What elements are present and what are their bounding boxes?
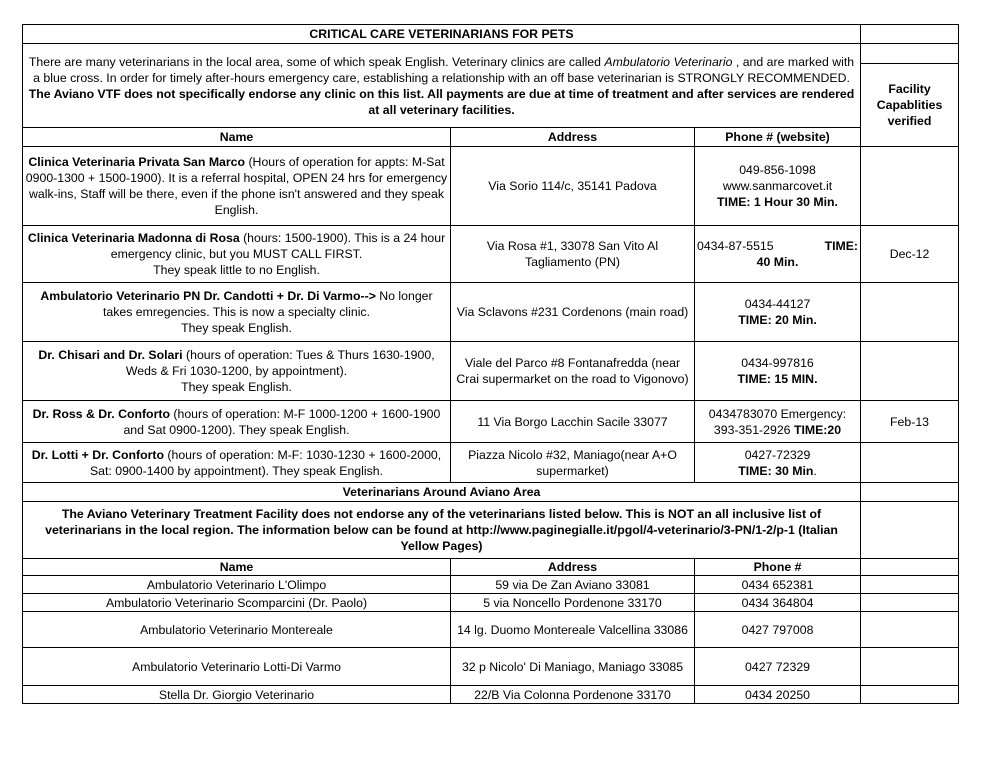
clinic-phone xyxy=(695,342,861,401)
phone-number: 0427-72329 xyxy=(744,447,811,462)
travel-time-suffix: . xyxy=(813,463,817,478)
header-name: Name xyxy=(23,128,451,147)
clinic-phone xyxy=(695,226,861,283)
clinic-name-bold: Dr. Ross & Dr. Conforto xyxy=(32,406,170,421)
clinic-row xyxy=(23,283,959,342)
travel-time: 20 xyxy=(827,422,842,437)
clinic-details: No longer takes emregencies. This is now a specialty clinic. xyxy=(102,289,433,319)
empty-cell xyxy=(861,648,959,686)
clinic-address: Piazza Nicolo #32, Maniago(near A+O supermarket) xyxy=(451,443,695,483)
area-row xyxy=(23,594,959,612)
travel-time: TIME: 30 Min xyxy=(738,463,814,478)
intro-part-2: , and are marked with a blue cross. In order for timely after-hours emergency care, establishing a relationship with an off base veterinarian is STRONGLY RECOMMENDED. xyxy=(33,54,855,85)
area-phone: 0427 797008 xyxy=(695,612,861,648)
travel-time: 40 Min. xyxy=(756,255,799,269)
empty-cell xyxy=(861,483,959,502)
clinic-details: (hours of operation: M-F 1000-1200 + 1600-1900 and Sat 0900-1200). They speak English. xyxy=(123,406,441,437)
clinic-row xyxy=(23,443,959,483)
intro-text xyxy=(23,44,861,128)
verified-cell xyxy=(861,147,959,226)
area-phone: 0427 72329 xyxy=(695,648,861,686)
verified-cell xyxy=(861,443,959,483)
clinic-name-bold: Dr. Chisari and Dr. Solari xyxy=(38,348,183,362)
clinic-details: (hours of operation: Tues & Thurs 1630-1900, Weds & Fri 1030-1200, by appointment). xyxy=(125,348,435,378)
travel-time-label: TIME: xyxy=(793,422,828,437)
header-address: Address xyxy=(451,128,695,147)
website: www.sanmarcovet.it xyxy=(722,179,833,193)
area-phone: 0434 364804 xyxy=(695,594,861,612)
clinic-row xyxy=(23,147,959,226)
travel-time: TIME: 1 Hour 30 Min. xyxy=(717,195,838,209)
section-title: Veterinarians Around Aviano Area xyxy=(23,483,861,502)
disclaimer-text: The Aviano Veterinary Treatment Facility does not endorse any of the veterinarians listed below. This is NOT an all inclusive list of veterinarians in the local region. The information below can be found at http://www.paginegialle.it/pgol/4-veterinario/3-PN/1-2/p-1 (Italian Yellow Pages) xyxy=(23,502,861,559)
empty-cell xyxy=(861,576,959,594)
clinic-phone xyxy=(695,401,861,443)
intro-italic: Ambulatorio Veterinario xyxy=(604,54,733,69)
area-header-address: Address xyxy=(451,559,695,576)
clinic-details: (hours: 1500-1900). This is a 24 hour emergency clinic, but you MUST CALL FIRST. xyxy=(110,231,446,261)
clinic-name xyxy=(23,283,451,342)
area-address: 14 lg. Duomo Montereale Valcellina 33086 xyxy=(451,612,695,648)
verified-cell: Dec-12 xyxy=(861,226,959,283)
clinic-phone xyxy=(695,443,861,483)
verified-cell xyxy=(861,283,959,342)
language-note: They speak little to no English. xyxy=(153,263,320,277)
empty-cell xyxy=(861,559,959,576)
language-note: They speak English. xyxy=(181,380,292,394)
phone-number: 0434-87-5515 xyxy=(697,239,774,253)
clinic-name xyxy=(23,342,451,401)
area-row xyxy=(23,612,959,648)
header-phone: Phone # (website) xyxy=(695,128,861,147)
clinic-address: Via Sclavons #231 Cordenons (main road) xyxy=(451,283,695,342)
area-phone: 0434 652381 xyxy=(695,576,861,594)
clinic-phone xyxy=(695,283,861,342)
area-phone: 0434 20250 xyxy=(695,686,861,704)
intro-endorsement: The Aviano VTF does not specifically endorse any clinic on this list. All payments are due at time of treatment and after services are rendered at all veterinary facilities. xyxy=(28,86,855,117)
verified-cell: Feb-13 xyxy=(861,401,959,443)
intro-row-1 xyxy=(23,44,959,64)
clinic-address: 11 Via Borgo Lacchin Sacile 33077 xyxy=(451,401,695,443)
area-row xyxy=(23,648,959,686)
area-header-row xyxy=(23,559,959,576)
phone-number: 0434783070 Emergency: xyxy=(708,406,847,421)
area-name: Ambulatorio Veterinario Scomparcini (Dr. Paolo) xyxy=(23,594,451,612)
emergency-phone: 393-351-2926 xyxy=(713,422,791,437)
clinic-name xyxy=(23,401,451,443)
area-address: 59 via De Zan Aviano 33081 xyxy=(451,576,695,594)
title-row xyxy=(23,25,959,44)
clinic-address: Viale del Parco #8 Fontanafredda (near Crai supermarket on the road to Vigonovo) xyxy=(451,342,695,401)
clinic-address: Via Rosa #1, 33078 San Vito Al Tagliamento (PN) xyxy=(451,226,695,283)
area-header-name: Name xyxy=(23,559,451,576)
area-row xyxy=(23,576,959,594)
area-row xyxy=(23,686,959,704)
area-header-phone: Phone # xyxy=(695,559,861,576)
clinic-name-bold: Ambulatorio Veterinario PN Dr. Candotti + Dr. Di Varmo--> xyxy=(40,289,376,303)
area-address: 22/B Via Colonna Pordenone 33170 xyxy=(451,686,695,704)
area-name: Ambulatorio Veterinario Lotti-Di Varmo xyxy=(23,648,451,686)
clinic-name-bold: Clinica Veterinaria Privata San Marco xyxy=(28,155,246,169)
area-address: 32 p Nicolo' Di Maniago, Maniago 33085 xyxy=(451,648,695,686)
clinic-name xyxy=(23,443,451,483)
clinic-details: (Hours of operation for appts: M-Sat 0900-1300 + 1500-1900). It is a referral hospital, OPEN 24 hrs for emergency walk-ins, Staff will be there, even if the phone isn't answered and they speak English. xyxy=(25,155,448,217)
header-row xyxy=(23,128,959,147)
clinic-address: Via Sorio 114/c, 35141 Padova xyxy=(451,147,695,226)
travel-time-label: TIME: xyxy=(824,239,859,253)
empty-cell xyxy=(861,502,959,559)
empty-cell xyxy=(861,612,959,648)
phone-number: 049-856-1098 xyxy=(739,163,816,177)
travel-time: TIME: 15 MIN. xyxy=(737,372,818,386)
area-name: Ambulatorio Veterinario Montereale xyxy=(23,612,451,648)
clinic-name xyxy=(23,147,451,226)
verified-cell xyxy=(861,342,959,401)
area-address: 5 via Noncello Pordenone 33170 xyxy=(451,594,695,612)
empty-cell xyxy=(861,594,959,612)
phone-number: 0434-44127 xyxy=(744,297,811,311)
language-note: They speak English. xyxy=(181,321,292,335)
phone-number: 0434-997816 xyxy=(741,356,814,370)
clinic-name-bold: Dr. Lotti + Dr. Conforto xyxy=(31,447,164,462)
clinic-row xyxy=(23,226,959,283)
clinic-row xyxy=(23,342,959,401)
vet-list-sheet xyxy=(22,24,959,704)
verified-header: Facility Capablities verified xyxy=(861,64,959,147)
intro-part-1: There are many veterinarians in the local area, some of which speak English. Veterinary clinics are called xyxy=(28,54,605,69)
disclaimer-row xyxy=(23,502,959,559)
area-name: Stella Dr. Giorgio Veterinario xyxy=(23,686,451,704)
empty-cell xyxy=(861,44,959,64)
clinic-details: (hours of operation: M-F: 1030-1230 + 1600-2000, Sat: 0900-1400 by appointment). They speak English. xyxy=(89,447,442,478)
clinic-name xyxy=(23,226,451,283)
clinic-phone xyxy=(695,147,861,226)
empty-cell xyxy=(861,25,959,44)
area-name: Ambulatorio Veterinario L'Olimpo xyxy=(23,576,451,594)
clinic-row xyxy=(23,401,959,443)
section-title-row xyxy=(23,483,959,502)
empty-cell xyxy=(861,686,959,704)
clinic-name-bold: Clinica Veterinaria Madonna di Rosa xyxy=(27,231,240,245)
travel-time: TIME: 20 Min. xyxy=(738,313,817,327)
sheet-title: CRITICAL CARE VETERINARIANS FOR PETS xyxy=(23,25,861,44)
